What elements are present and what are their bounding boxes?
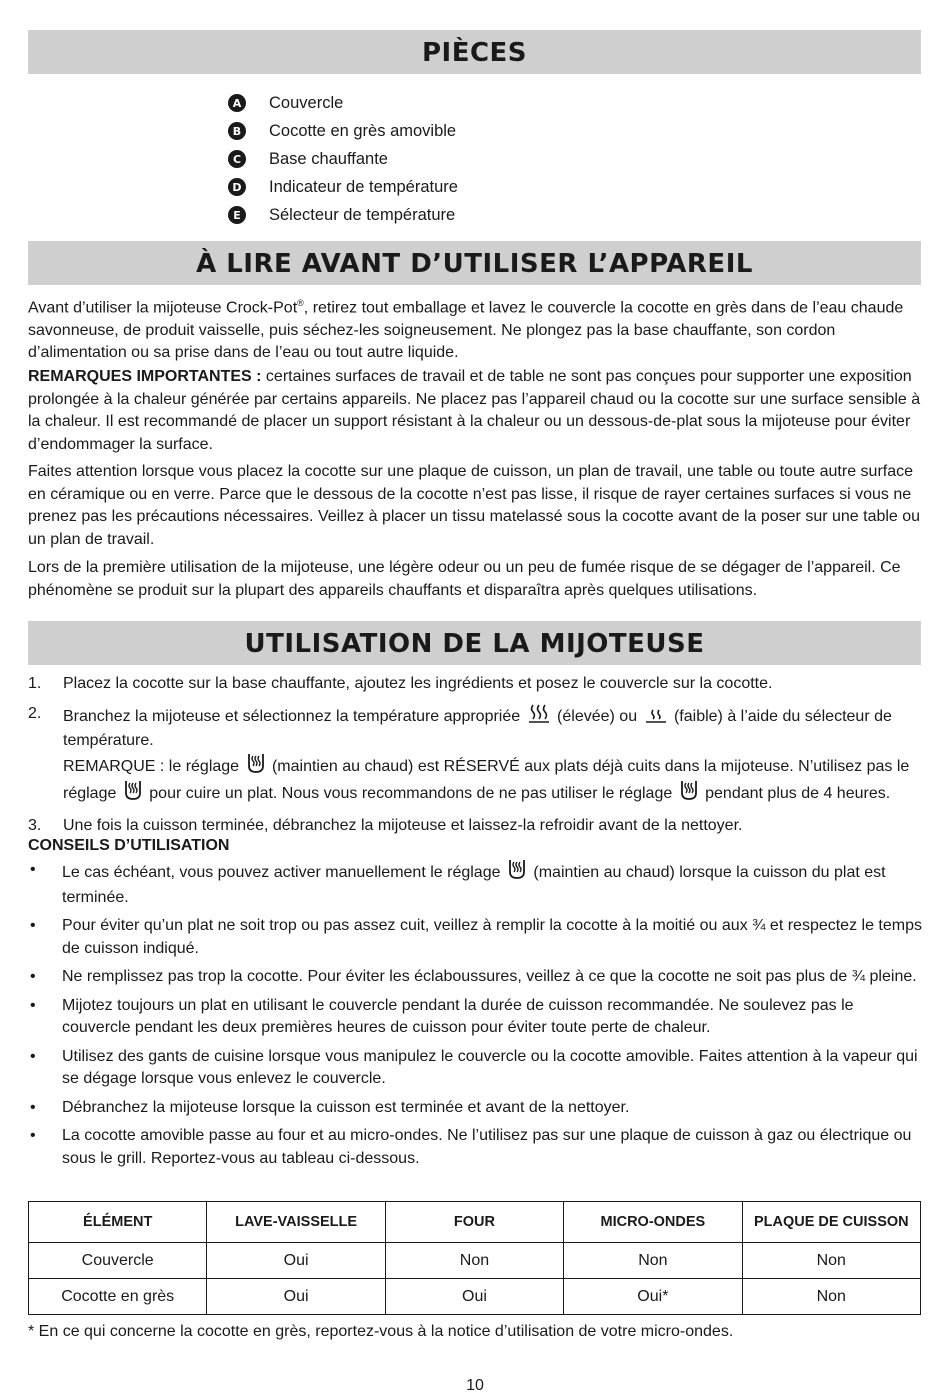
table-cell: Couvercle [29, 1243, 207, 1279]
part-item [228, 173, 458, 201]
heat-high-icon [528, 703, 550, 731]
step-number: 2. [28, 704, 42, 722]
step-text: (faible) à l’aide du sélecteur de température. [63, 707, 892, 749]
important-notes-text: certaines surfaces de travail et de table ne sont pas conçues pour supporter une exposition prolongée à la chaleur générée par certains appareils. Ne placez pas l’appareil chaud ou la cocotte sur une surface sensible à la chaleur. Il est recommandé de placer un support résistant à la chaleur ou un dessous-de-plat sous la mijoteuse pour éviter d’endommager la surface. [28, 368, 921, 453]
table-cell: Oui* [564, 1279, 742, 1315]
step-text: (élevée) ou [552, 707, 642, 725]
table-cell: Non [564, 1243, 742, 1279]
step-item [28, 703, 923, 808]
bullet: • [30, 996, 36, 1014]
part-letter-badge: D [228, 178, 246, 196]
table-cell: Cocotte en grès [29, 1279, 207, 1315]
compatibility-table [28, 1201, 921, 1315]
step-note: pendant plus de 4 heures. [700, 784, 891, 802]
step-number: 1. [28, 675, 42, 692]
part-item [228, 145, 458, 173]
section-header-pieces: PIÈCES [28, 30, 921, 74]
step-note: pour cuire un plat. Nous vous recommandons de ne pas utiliser le réglage [144, 784, 677, 802]
section-header-utilisation: UTILISATION DE LA MIJOTEUSE [28, 621, 921, 665]
bullet: • [30, 861, 36, 878]
table-cell: Non [742, 1243, 920, 1279]
part-label: Indicateur de température [269, 177, 458, 196]
table-cell: Oui [385, 1279, 563, 1315]
step-text: Une fois la cuisson terminée, débranchez la mijoteuse et laissez-la refroidir avant de la nettoyer. [63, 816, 743, 834]
keep-warm-icon [247, 753, 265, 781]
part-letter-badge: B [228, 122, 246, 140]
table-header: LAVE-VAISSELLE [207, 1202, 385, 1243]
bullet: • [30, 1098, 36, 1116]
part-item [228, 201, 458, 229]
bullet: • [30, 1127, 36, 1144]
part-letter-badge: C [228, 150, 246, 168]
tip-text: La cocotte amovible passe au four et au micro-ondes. Ne l’utilisez pas sur une plaque de cuisson à gaz ou électrique ou sous le grill. Reportez-vous au tableau ci-dessous. [62, 1127, 912, 1167]
intro-text: , retirez tout emballage et lavez le couvercle la cocotte en grès dans de l’eau chaude savonneuse, de produit vaisselle, puis séchez-les soigneusement. Ne plongez pas la base chauffante, son cordon d’alimentation ou sa prise dans de l’eau ou tout autre liquide. [28, 299, 904, 362]
part-item [228, 89, 458, 117]
table-cell: Non [742, 1279, 920, 1315]
tip-text: Ne remplissez pas trop la cocotte. Pour éviter les éclaboussures, veillez à ce que la cocotte ne soit pas plus de ¾ pleine. [62, 968, 917, 985]
table-cell: Oui [207, 1243, 385, 1279]
important-notes-paragraph [28, 366, 923, 456]
tip-text: Mijotez toujours un plat en utilisant le couvercle pendant la durée de cuisson recommandée. Ne soulevez pas le couvercle pendant les deux premières heures de cuisson pour éviter toute perte de chaleur. [62, 996, 854, 1036]
tip-item [28, 1046, 923, 1091]
table-row [29, 1279, 921, 1315]
tip-item [28, 915, 923, 960]
table-cell: Oui [207, 1279, 385, 1315]
tip-item [28, 995, 923, 1040]
step-text: Placez la cocotte sur la base chauffante, ajoutez les ingrédients et posez le couvercle sur la cocotte. [63, 675, 773, 692]
steps-list [28, 673, 923, 844]
keep-warm-icon [680, 780, 698, 808]
parts-list [228, 89, 458, 229]
tip-text: Débranchez la mijoteuse lorsque la cuisson est terminée et avant de la nettoyer. [62, 1098, 630, 1116]
step-note: (maintien au chaud) est RÉSERVÉ aux plats déjà cuits dans la mijoteuse. N’utilisez pas le réglage [63, 757, 910, 802]
step-note: REMARQUE : le réglage [63, 757, 244, 775]
intro-text: Avant d’utiliser la mijoteuse Crock-Pot [28, 299, 298, 317]
table-header: ÉLÉMENT [29, 1202, 207, 1243]
step-item [28, 673, 923, 696]
section-header-lire: À LIRE AVANT D’UTILISER L’APPAREIL [28, 241, 921, 285]
tip-item [28, 966, 923, 989]
table-row [29, 1243, 921, 1279]
intro-paragraph [28, 292, 923, 365]
part-label: Base chauffante [269, 149, 388, 168]
heat-low-icon [645, 703, 667, 731]
part-item [228, 117, 458, 145]
step-text: Branchez la mijoteuse et sélectionnez la température appropriée [63, 707, 525, 725]
important-notes-label: REMARQUES IMPORTANTES : [28, 368, 262, 385]
first-use-paragraph: Lors de la première utilisation de la mijoteuse, une légère odeur ou un peu de fumée risque de se dégager de l’appareil. Ce phénomène se produit sur la plupart des appareils chauffants et disparaîtra après quelques utilisations. [28, 559, 901, 599]
table-header: FOUR [385, 1202, 563, 1243]
table-header-row [29, 1202, 921, 1243]
step-item [28, 815, 923, 838]
step-number: 3. [28, 816, 42, 834]
tip-item [28, 1097, 923, 1120]
part-letter-badge: A [228, 94, 246, 112]
keep-warm-icon [124, 780, 142, 808]
tip-text: Utilisez des gants de cuisine lorsque vous manipulez le couvercle ou la cocotte amovible. Faites attention à la vapeur qui se dégage lorsque vous enlevez le couvercle. [62, 1047, 918, 1087]
table-header: PLAQUE DE CUISSON [742, 1202, 920, 1243]
part-label: Sélecteur de température [269, 205, 456, 224]
registered-mark: ® [297, 298, 304, 308]
tips-list [28, 859, 923, 1176]
tip-item [28, 859, 923, 909]
tip-text: Pour éviter qu’un plat ne soit trop ou pas assez cuit, veillez à remplir la cocotte à la moitié ou aux ¾ et respectez le temps de cuisson indiqué. [62, 917, 922, 957]
page-number: 10 [466, 1377, 484, 1394]
part-label: Couvercle [269, 93, 344, 112]
table-cell: Non [385, 1243, 563, 1279]
table-header: MICRO-ONDES [564, 1202, 742, 1243]
bullet: • [30, 1047, 36, 1065]
part-letter-badge: E [228, 206, 246, 224]
tips-title: CONSEILS D’UTILISATION [28, 837, 230, 854]
tip-text: Le cas échéant, vous pouvez activer manuellement le réglage [62, 863, 505, 881]
part-label: Cocotte en grès amovible [269, 121, 457, 140]
bullet: • [30, 968, 36, 985]
tip-text: (maintien au chaud) lorsque la cuisson du plat est terminée. [62, 863, 886, 906]
keep-warm-icon [508, 859, 526, 887]
footnote: * En ce qui concerne la cocotte en grès, reportez-vous à la notice d’utilisation de votre micro-ondes. [28, 1323, 734, 1340]
bullet: • [30, 917, 36, 934]
caution-paragraph: Faites attention lorsque vous placez la cocotte sur une plaque de cuisson, un plan de travail, une table ou toute autre surface en céramique ou en verre. Parce que le dessous de la cocotte n’est pas lisse, il risque de rayer certaines surfaces si vous ne prenez pas les précautions nécessaires. Veillez à placer un tissu matelassé sous la cocotte avant de la poser sur une table ou un plan de travail. [28, 463, 921, 548]
tip-item [28, 1125, 923, 1170]
